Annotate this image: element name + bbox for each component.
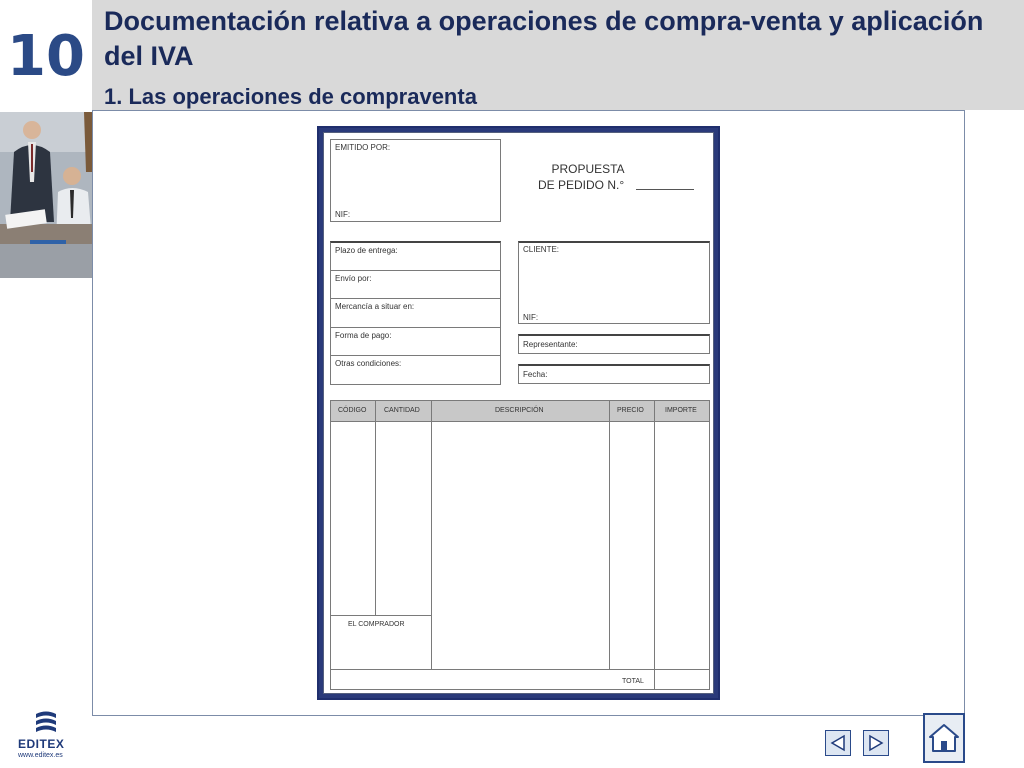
col-precio: PRECIO [617, 407, 644, 414]
triangle-right-icon [867, 734, 885, 752]
pedido-number-line [636, 189, 694, 190]
cliente-label: CLIENTE: [523, 245, 560, 254]
fecha-box [518, 364, 710, 384]
col-divider [431, 400, 432, 669]
business-meeting-photo [0, 112, 92, 278]
divider [330, 669, 710, 670]
envio-por-label: Envío por: [335, 274, 372, 283]
previous-slide-button[interactable] [825, 730, 851, 756]
col-codigo: CÓDIGO [338, 407, 367, 414]
col-divider [375, 400, 376, 615]
chapter-number: 10 [0, 0, 92, 112]
items-table [330, 400, 710, 690]
form-title-line2: DE PEDIDO N.° [538, 178, 625, 192]
divider [330, 270, 501, 271]
logo-url: www.editex.es [18, 752, 63, 759]
slide-subtitle: 1. Las operaciones de compraventa [104, 84, 477, 109]
forma-pago-label: Forma de pago: [335, 331, 392, 340]
home-button[interactable] [923, 713, 965, 763]
col-divider [654, 400, 655, 690]
divider [330, 298, 501, 299]
divider [330, 615, 431, 616]
purchase-order-form [317, 126, 720, 700]
representante-box [518, 334, 710, 354]
fecha-label: Fecha: [523, 370, 548, 379]
emitido-por-label: EMITIDO POR: [335, 143, 391, 152]
col-descripcion: DESCRIPCIÓN [495, 407, 544, 414]
col-importe: IMPORTE [665, 407, 697, 414]
divider [330, 355, 501, 356]
triangle-left-icon [829, 734, 847, 752]
el-comprador-label: EL COMPRADOR [348, 621, 405, 628]
mercancia-label: Mercancía a situar en: [335, 302, 415, 311]
slide-title: Documentación relativa a operaciones de compra-venta y aplicación del IVA [104, 6, 984, 71]
logo-text: EDITEX [18, 737, 65, 751]
representante-label: Representante: [523, 340, 578, 349]
col-divider [609, 400, 610, 669]
emitido-nif-label: NIF: [335, 210, 351, 219]
form-title-line1: PROPUESTA [551, 162, 625, 176]
emitido-por-box [330, 139, 501, 222]
plazo-entrega-label: Plazo de entrega: [335, 246, 398, 255]
next-slide-button[interactable] [863, 730, 889, 756]
divider [330, 327, 501, 328]
otras-condiciones-label: Otras condiciones: [335, 359, 402, 368]
total-label: TOTAL [622, 678, 644, 685]
col-cantidad: CANTIDAD [384, 407, 420, 414]
form-sheet [323, 132, 714, 694]
cliente-box [518, 241, 710, 324]
house-icon [928, 722, 960, 754]
cliente-nif-label: NIF: [523, 313, 539, 322]
